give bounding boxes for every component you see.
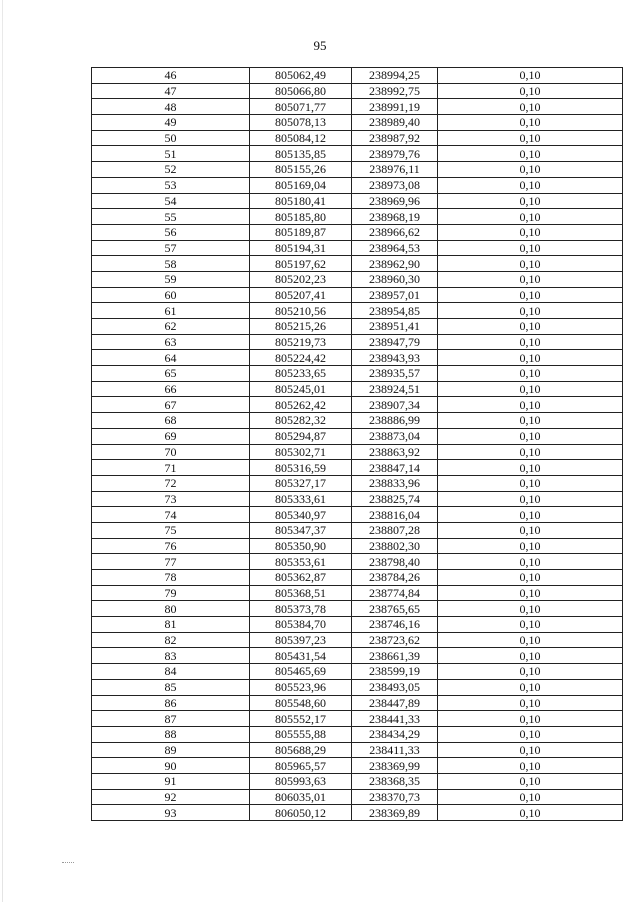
y-coordinate-cell: 238924,51: [352, 381, 438, 397]
table-row: [92, 726, 623, 742]
point-number-cell: 80: [92, 601, 250, 617]
table-row: [92, 570, 623, 586]
point-number-cell: 50: [92, 130, 250, 146]
y-coordinate-cell: 238784,26: [352, 570, 438, 586]
y-coordinate-cell: 238441,33: [352, 711, 438, 727]
accuracy-cell: 0,10: [438, 366, 623, 382]
table-row: [92, 303, 623, 319]
x-coordinate-cell: 805353,61: [250, 554, 352, 570]
x-coordinate-cell: 805340,97: [250, 507, 352, 523]
accuracy-cell: 0,10: [438, 334, 623, 350]
point-number-cell: 82: [92, 632, 250, 648]
table-row: [92, 758, 623, 774]
x-coordinate-cell: 805465,69: [250, 664, 352, 680]
table-row: [92, 146, 623, 162]
x-coordinate-cell: 805189,87: [250, 224, 352, 240]
x-coordinate-cell: 805316,59: [250, 460, 352, 476]
y-coordinate-cell: 238976,11: [352, 162, 438, 178]
table-row: [92, 224, 623, 240]
x-coordinate-cell: 805431,54: [250, 648, 352, 664]
table-row: [92, 271, 623, 287]
y-coordinate-cell: 238411,33: [352, 742, 438, 758]
point-number-cell: 77: [92, 554, 250, 570]
point-number-cell: 51: [92, 146, 250, 162]
y-coordinate-cell: 238493,05: [352, 679, 438, 695]
point-number-cell: 84: [92, 664, 250, 680]
table-row: [92, 475, 623, 491]
point-number-cell: 53: [92, 177, 250, 193]
accuracy-cell: 0,10: [438, 632, 623, 648]
accuracy-cell: 0,10: [438, 742, 623, 758]
x-coordinate-cell: 805078,13: [250, 115, 352, 131]
y-coordinate-cell: 238943,93: [352, 350, 438, 366]
x-coordinate-cell: 805548,60: [250, 695, 352, 711]
y-coordinate-cell: 238369,89: [352, 805, 438, 821]
accuracy-cell: 0,10: [438, 83, 623, 99]
accuracy-cell: 0,10: [438, 617, 623, 633]
page-number: 95: [313, 38, 327, 53]
x-coordinate-cell: 805219,73: [250, 334, 352, 350]
y-coordinate-cell: 238863,92: [352, 444, 438, 460]
table-row: [92, 366, 623, 382]
table-row: [92, 632, 623, 648]
y-coordinate-cell: 238973,08: [352, 177, 438, 193]
table-row: [92, 287, 623, 303]
y-coordinate-cell: 238368,35: [352, 773, 438, 789]
y-coordinate-cell: 238964,53: [352, 240, 438, 256]
point-number-cell: 56: [92, 224, 250, 240]
table-row: [92, 648, 623, 664]
x-coordinate-cell: 805302,71: [250, 444, 352, 460]
table-row: [92, 664, 623, 680]
point-number-cell: 73: [92, 491, 250, 507]
point-number-cell: 52: [92, 162, 250, 178]
accuracy-cell: 0,10: [438, 115, 623, 131]
y-coordinate-cell: 238802,30: [352, 538, 438, 554]
point-number-cell: 67: [92, 397, 250, 413]
table-row: [92, 256, 623, 272]
x-coordinate-cell: 805207,41: [250, 287, 352, 303]
accuracy-cell: 0,10: [438, 758, 623, 774]
y-coordinate-cell: 238807,28: [352, 522, 438, 538]
x-coordinate-cell: 805066,80: [250, 83, 352, 99]
table-row: [92, 617, 623, 633]
accuracy-cell: 0,10: [438, 648, 623, 664]
table-row: [92, 585, 623, 601]
point-number-cell: 47: [92, 83, 250, 99]
y-coordinate-cell: 238886,99: [352, 413, 438, 429]
table-row: [92, 695, 623, 711]
point-number-cell: 90: [92, 758, 250, 774]
y-coordinate-cell: 238798,40: [352, 554, 438, 570]
point-number-cell: 87: [92, 711, 250, 727]
x-coordinate-cell: 805262,42: [250, 397, 352, 413]
y-coordinate-cell: 238966,62: [352, 224, 438, 240]
y-coordinate-cell: 238954,85: [352, 303, 438, 319]
y-coordinate-cell: 238962,90: [352, 256, 438, 272]
accuracy-cell: 0,10: [438, 428, 623, 444]
y-coordinate-cell: 238957,01: [352, 287, 438, 303]
accuracy-cell: 0,10: [438, 507, 623, 523]
x-coordinate-cell: 805062,49: [250, 68, 352, 84]
accuracy-cell: 0,10: [438, 162, 623, 178]
point-number-cell: 74: [92, 507, 250, 523]
accuracy-cell: 0,10: [438, 444, 623, 460]
accuracy-cell: 0,10: [438, 664, 623, 680]
point-number-cell: 89: [92, 742, 250, 758]
y-coordinate-cell: 238774,84: [352, 585, 438, 601]
x-coordinate-cell: 805347,37: [250, 522, 352, 538]
x-coordinate-cell: 805245,01: [250, 381, 352, 397]
accuracy-cell: 0,10: [438, 397, 623, 413]
table-row: [92, 99, 623, 115]
point-number-cell: 46: [92, 68, 250, 84]
point-number-cell: 55: [92, 209, 250, 225]
accuracy-cell: 0,10: [438, 711, 623, 727]
x-coordinate-cell: 805135,85: [250, 146, 352, 162]
table-row: [92, 240, 623, 256]
y-coordinate-cell: 238968,19: [352, 209, 438, 225]
accuracy-cell: 0,10: [438, 726, 623, 742]
y-coordinate-cell: 238935,57: [352, 366, 438, 382]
y-coordinate-cell: 238907,34: [352, 397, 438, 413]
x-coordinate-cell: 805362,87: [250, 570, 352, 586]
accuracy-cell: 0,10: [438, 224, 623, 240]
table-row: [92, 773, 623, 789]
point-number-cell: 66: [92, 381, 250, 397]
accuracy-cell: 0,10: [438, 460, 623, 476]
x-coordinate-cell: 805169,04: [250, 177, 352, 193]
x-coordinate-cell: 805202,23: [250, 271, 352, 287]
x-coordinate-cell: 805224,42: [250, 350, 352, 366]
accuracy-cell: 0,10: [438, 287, 623, 303]
y-coordinate-cell: 238947,79: [352, 334, 438, 350]
x-coordinate-cell: 805155,26: [250, 162, 352, 178]
accuracy-cell: 0,10: [438, 554, 623, 570]
point-number-cell: 59: [92, 271, 250, 287]
table-row: [92, 83, 623, 99]
point-number-cell: 64: [92, 350, 250, 366]
y-coordinate-cell: 238989,40: [352, 115, 438, 131]
accuracy-cell: 0,10: [438, 319, 623, 335]
table-row: [92, 522, 623, 538]
point-number-cell: 76: [92, 538, 250, 554]
table-row: [92, 742, 623, 758]
scan-artifact: [62, 862, 74, 865]
point-number-cell: 72: [92, 475, 250, 491]
y-coordinate-cell: 238833,96: [352, 475, 438, 491]
accuracy-cell: 0,10: [438, 271, 623, 287]
x-coordinate-cell: 805327,17: [250, 475, 352, 491]
x-coordinate-cell: 805197,62: [250, 256, 352, 272]
y-coordinate-cell: 238825,74: [352, 491, 438, 507]
accuracy-cell: 0,10: [438, 209, 623, 225]
table-row: [92, 381, 623, 397]
table-row: [92, 428, 623, 444]
x-coordinate-cell: 805210,56: [250, 303, 352, 319]
accuracy-cell: 0,10: [438, 193, 623, 209]
accuracy-cell: 0,10: [438, 789, 623, 805]
x-coordinate-cell: 805282,32: [250, 413, 352, 429]
table-row: [92, 460, 623, 476]
point-number-cell: 69: [92, 428, 250, 444]
table-row: [92, 193, 623, 209]
table-row: [92, 413, 623, 429]
x-coordinate-cell: 805333,61: [250, 491, 352, 507]
x-coordinate-cell: 805194,31: [250, 240, 352, 256]
table-row: [92, 162, 623, 178]
y-coordinate-cell: 238960,30: [352, 271, 438, 287]
accuracy-cell: 0,10: [438, 177, 623, 193]
point-number-cell: 70: [92, 444, 250, 460]
table-row: [92, 334, 623, 350]
x-coordinate-cell: 805552,17: [250, 711, 352, 727]
y-coordinate-cell: 238447,89: [352, 695, 438, 711]
accuracy-cell: 0,10: [438, 679, 623, 695]
point-number-cell: 65: [92, 366, 250, 382]
x-coordinate-cell: 805233,65: [250, 366, 352, 382]
point-number-cell: 92: [92, 789, 250, 805]
point-number-cell: 60: [92, 287, 250, 303]
x-coordinate-cell: 805993,63: [250, 773, 352, 789]
accuracy-cell: 0,10: [438, 570, 623, 586]
accuracy-cell: 0,10: [438, 130, 623, 146]
y-coordinate-cell: 238599,19: [352, 664, 438, 680]
table-row: [92, 679, 623, 695]
table-row: [92, 444, 623, 460]
point-number-cell: 62: [92, 319, 250, 335]
x-coordinate-cell: 805965,57: [250, 758, 352, 774]
x-coordinate-cell: 805368,51: [250, 585, 352, 601]
accuracy-cell: 0,10: [438, 413, 623, 429]
y-coordinate-cell: 238992,75: [352, 83, 438, 99]
point-number-cell: 75: [92, 522, 250, 538]
x-coordinate-cell: 805185,80: [250, 209, 352, 225]
point-number-cell: 61: [92, 303, 250, 319]
coordinates-table-body: [92, 68, 623, 821]
table-row: [92, 397, 623, 413]
y-coordinate-cell: 238434,29: [352, 726, 438, 742]
point-number-cell: 88: [92, 726, 250, 742]
accuracy-cell: 0,10: [438, 805, 623, 821]
table-row: [92, 538, 623, 554]
table-row: [92, 209, 623, 225]
x-coordinate-cell: 806035,01: [250, 789, 352, 805]
point-number-cell: 63: [92, 334, 250, 350]
x-coordinate-cell: 805688,29: [250, 742, 352, 758]
table-row: [92, 554, 623, 570]
point-number-cell: 48: [92, 99, 250, 115]
x-coordinate-cell: 805180,41: [250, 193, 352, 209]
y-coordinate-cell: 238370,73: [352, 789, 438, 805]
point-number-cell: 49: [92, 115, 250, 131]
accuracy-cell: 0,10: [438, 256, 623, 272]
accuracy-cell: 0,10: [438, 475, 623, 491]
table-row: [92, 601, 623, 617]
point-number-cell: 85: [92, 679, 250, 695]
scan-edge-shadow: [2, 0, 3, 902]
x-coordinate-cell: 805215,26: [250, 319, 352, 335]
point-number-cell: 86: [92, 695, 250, 711]
x-coordinate-cell: 805523,96: [250, 679, 352, 695]
accuracy-cell: 0,10: [438, 303, 623, 319]
y-coordinate-cell: 238661,39: [352, 648, 438, 664]
accuracy-cell: 0,10: [438, 240, 623, 256]
table-row: [92, 130, 623, 146]
table-row: [92, 68, 623, 84]
y-coordinate-cell: 238969,96: [352, 193, 438, 209]
accuracy-cell: 0,10: [438, 601, 623, 617]
y-coordinate-cell: 238991,19: [352, 99, 438, 115]
y-coordinate-cell: 238951,41: [352, 319, 438, 335]
table-row: [92, 177, 623, 193]
x-coordinate-cell: 805071,77: [250, 99, 352, 115]
point-number-cell: 78: [92, 570, 250, 586]
table-row: [92, 711, 623, 727]
x-coordinate-cell: 805384,70: [250, 617, 352, 633]
x-coordinate-cell: 805294,87: [250, 428, 352, 444]
point-number-cell: 79: [92, 585, 250, 601]
point-number-cell: 81: [92, 617, 250, 633]
y-coordinate-cell: 238987,92: [352, 130, 438, 146]
accuracy-cell: 0,10: [438, 522, 623, 538]
point-number-cell: 68: [92, 413, 250, 429]
x-coordinate-cell: 805397,23: [250, 632, 352, 648]
accuracy-cell: 0,10: [438, 773, 623, 789]
point-number-cell: 57: [92, 240, 250, 256]
table-row: [92, 491, 623, 507]
y-coordinate-cell: 238765,65: [352, 601, 438, 617]
y-coordinate-cell: 238979,76: [352, 146, 438, 162]
point-number-cell: 83: [92, 648, 250, 664]
point-number-cell: 71: [92, 460, 250, 476]
table-row: [92, 789, 623, 805]
y-coordinate-cell: 238847,14: [352, 460, 438, 476]
accuracy-cell: 0,10: [438, 99, 623, 115]
accuracy-cell: 0,10: [438, 695, 623, 711]
point-number-cell: 54: [92, 193, 250, 209]
x-coordinate-cell: 805373,78: [250, 601, 352, 617]
y-coordinate-cell: 238746,16: [352, 617, 438, 633]
x-coordinate-cell: 805084,12: [250, 130, 352, 146]
accuracy-cell: 0,10: [438, 350, 623, 366]
point-number-cell: 93: [92, 805, 250, 821]
table-row: [92, 805, 623, 821]
x-coordinate-cell: 805350,90: [250, 538, 352, 554]
y-coordinate-cell: 238723,62: [352, 632, 438, 648]
y-coordinate-cell: 238994,25: [352, 68, 438, 84]
point-number-cell: 91: [92, 773, 250, 789]
table-row: [92, 350, 623, 366]
point-number-cell: 58: [92, 256, 250, 272]
accuracy-cell: 0,10: [438, 585, 623, 601]
y-coordinate-cell: 238816,04: [352, 507, 438, 523]
accuracy-cell: 0,10: [438, 381, 623, 397]
accuracy-cell: 0,10: [438, 146, 623, 162]
x-coordinate-cell: 806050,12: [250, 805, 352, 821]
y-coordinate-cell: 238369,99: [352, 758, 438, 774]
x-coordinate-cell: 805555,88: [250, 726, 352, 742]
coordinates-table: [91, 67, 623, 821]
table-row: [92, 115, 623, 131]
table-row: [92, 319, 623, 335]
table-row: [92, 507, 623, 523]
y-coordinate-cell: 238873,04: [352, 428, 438, 444]
accuracy-cell: 0,10: [438, 538, 623, 554]
accuracy-cell: 0,10: [438, 68, 623, 84]
accuracy-cell: 0,10: [438, 491, 623, 507]
